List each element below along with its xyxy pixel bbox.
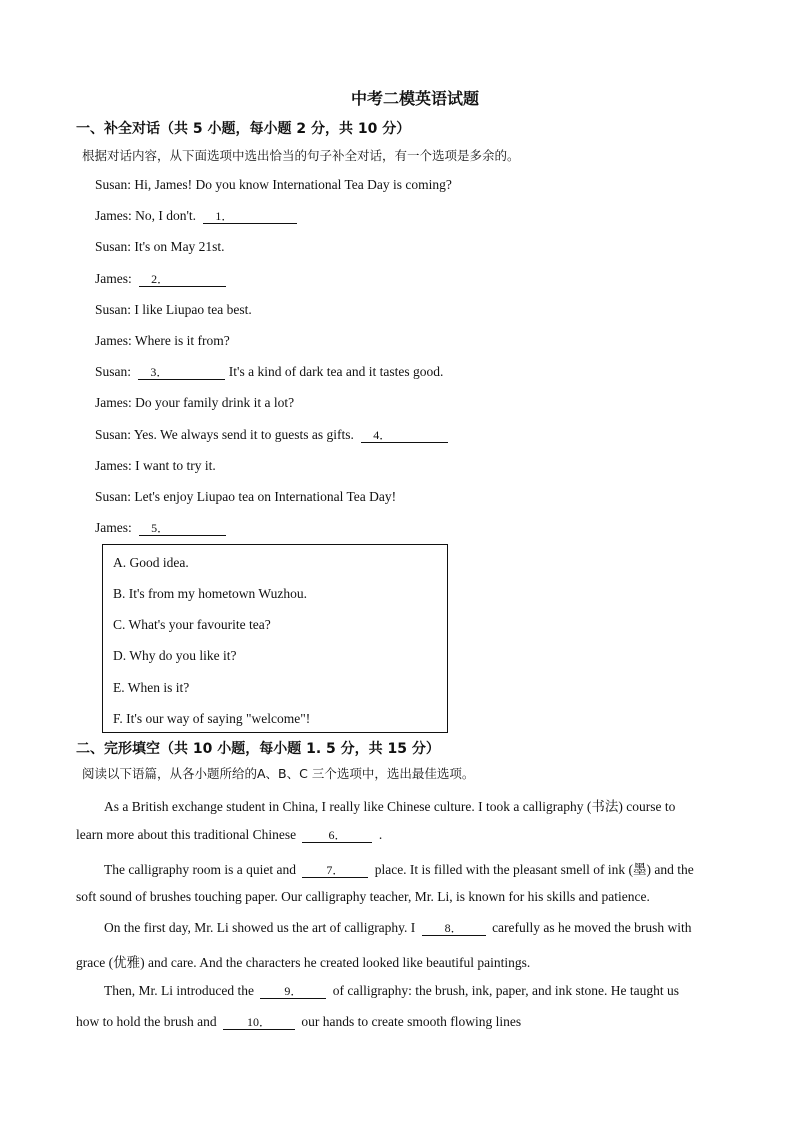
dialogue-text: Susan: It's on May 21st. [95,239,225,254]
section1-heading: 一、补全对话（共 5 小题，每小题 2 分，共 10 分） [76,121,411,137]
dialogue-line [95,177,452,193]
dialogue-line [95,458,216,474]
cloze-blank-10[interactable]: 10． [223,1015,295,1030]
dialogue-text: James: No, I don't. [95,208,197,223]
passage-text: how to hold the brush and [76,1014,217,1029]
dialogue-text: Susan: Let's enjoy Liupao tea on International Tea Day! [95,489,397,504]
answer-blank-5[interactable]: 5． [139,521,226,536]
passage-text: As a British exchange student in China, I really like Chinese culture. I took a calligraphy (书法) course to [104,799,676,814]
dialogue-text: Susan: [95,364,132,379]
dialogue-line [95,271,226,287]
passage-line [76,889,650,905]
dialogue-line [95,520,226,536]
cloze-blank-8[interactable]: 8． [422,921,486,936]
section1-instruction: 根据对话内容，从下面选项中选出恰当的句子补全对话，有一个选项是多余的。 [82,148,520,163]
passage-line [104,858,694,878]
cloze-blank-6[interactable]: 6． [302,828,372,843]
dialogue-line [95,395,294,411]
answer-blank-1[interactable]: 1． [203,209,297,224]
passage-text: carefully as he moved the brush with [492,920,692,935]
dialogue-line [95,239,225,255]
passage-text: place. It is filled with the pleasant smell of ink (墨) and the [374,862,694,877]
option-b: B. It's from my hometown Wuzhou. [113,586,307,601]
dialogue-text: James: I want to try it. [95,458,216,473]
passage-line [104,983,679,999]
option-c: C. What's your favourite tea? [113,617,271,632]
option-a: A. Good idea. [113,555,189,570]
passage-text: learn more about this traditional Chinese [76,827,297,842]
passage-text: On the first day, Mr. Li showed us the art of calligraphy. I [104,920,416,935]
dialogue-text: James: [95,520,132,535]
dialogue-text: Susan: Yes. We always send it to guests as gifts. [95,427,354,442]
cloze-blank-7[interactable]: 7． [302,863,368,878]
dialogue-line [95,333,230,349]
cloze-blank-9[interactable]: 9． [260,984,326,999]
passage-text: Then, Mr. Li introduced the [104,983,254,998]
dialogue-text: James: Where is it from? [95,333,230,348]
option-f: F. It's our way of saying "welcome"! [113,711,311,726]
passage-line [104,920,692,936]
section2-heading: 二、完形填空（共 10 小题，每小题 1. 5 分，共 15 分） [76,741,440,757]
options-box [102,544,448,733]
passage-text: soft sound of brushes touching paper. Our calligraphy teacher, Mr. Li, is known for his skills and patience. [76,889,650,904]
dialogue-line [95,427,448,443]
passage-line [76,951,530,971]
dialogue-text: James: Do your family drink it a lot? [95,395,295,410]
passage-line [104,795,675,815]
answer-blank-4[interactable]: 4． [361,428,448,443]
passage-line [76,827,382,843]
dialogue-text: Susan: Hi, James! Do you know International Tea Day is coming? [95,177,452,192]
dialogue-line [95,489,396,505]
option-d: D. Why do you like it? [113,648,237,663]
dialogue-line [95,364,443,380]
section2-instruction: 阅读以下语篇，从各小题所给的A、B、C 三个选项中，选出最佳选项。 [82,766,475,781]
passage-line [76,1014,521,1030]
passage-text: . [378,827,383,842]
answer-blank-2[interactable]: 2． [139,272,226,287]
dialogue-text: Susan: I like Liupao tea best. [95,302,252,317]
page-title: 中考二模英语试题 [350,89,479,108]
passage-text: of calligraphy: the brush, ink, paper, and ink stone. He taught us [332,983,679,998]
passage-text: The calligraphy room is a quiet and [104,862,296,877]
dialogue-line [95,208,297,224]
answer-blank-3[interactable]: 3． [138,365,225,380]
passage-text: grace (优雅) and care. And the characters he created looked like beautiful paintings. [76,955,531,970]
dialogue-text: It's a kind of dark tea and it tastes good. [228,364,444,379]
dialogue-text: James: [95,271,132,286]
option-e: E. When is it? [113,680,190,695]
passage-text: our hands to create smooth flowing lines [301,1014,522,1029]
dialogue-line [95,302,252,318]
